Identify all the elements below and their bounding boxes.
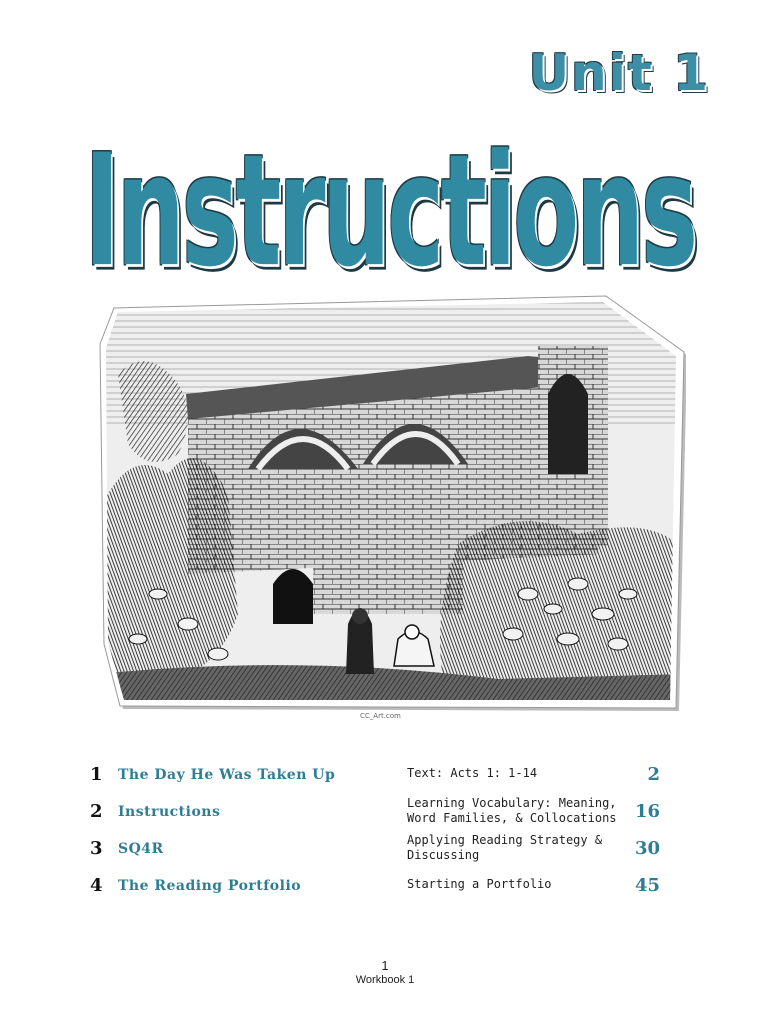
- toc-title[interactable]: Instructions: [118, 804, 221, 820]
- toc-page-number[interactable]: 45: [634, 875, 660, 896]
- toc-number: 2: [90, 801, 103, 822]
- toc-page-number[interactable]: 2: [647, 764, 660, 785]
- toc-title[interactable]: The Reading Portfolio: [118, 878, 302, 894]
- toc-description: Learning Vocabulary: Meaning, Word Families, & Collocations: [407, 796, 617, 825]
- toc-row: [82, 760, 672, 797]
- workbook-label: Workbook 1: [355, 974, 415, 986]
- toc-row: [82, 797, 672, 834]
- toc-page-number[interactable]: 30: [634, 838, 660, 859]
- toc-number: 4: [90, 875, 103, 896]
- page-title: Instructions: [84, 122, 695, 302]
- toc-title[interactable]: SQ4R: [118, 841, 164, 857]
- image-credit: CC_Art.com: [360, 712, 401, 720]
- page-footer: [0, 958, 770, 986]
- toc-row: [82, 871, 672, 908]
- page-number: 1: [381, 958, 389, 973]
- toc-row: [82, 834, 672, 871]
- toc-description: Applying Reading Strategy & Discussing: [407, 833, 603, 862]
- unit-title: Unit 1: [528, 44, 710, 102]
- toc-number: 1: [90, 764, 103, 785]
- toc-description: Text: Acts 1: 1-14: [407, 766, 538, 780]
- table-of-contents: [82, 760, 672, 908]
- ruins-engraving: [98, 294, 686, 716]
- toc-number: 3: [90, 838, 103, 859]
- toc-page-number[interactable]: 16: [634, 801, 660, 822]
- toc-title[interactable]: The Day He Was Taken Up: [118, 767, 336, 783]
- toc-description: Starting a Portfolio: [407, 877, 552, 891]
